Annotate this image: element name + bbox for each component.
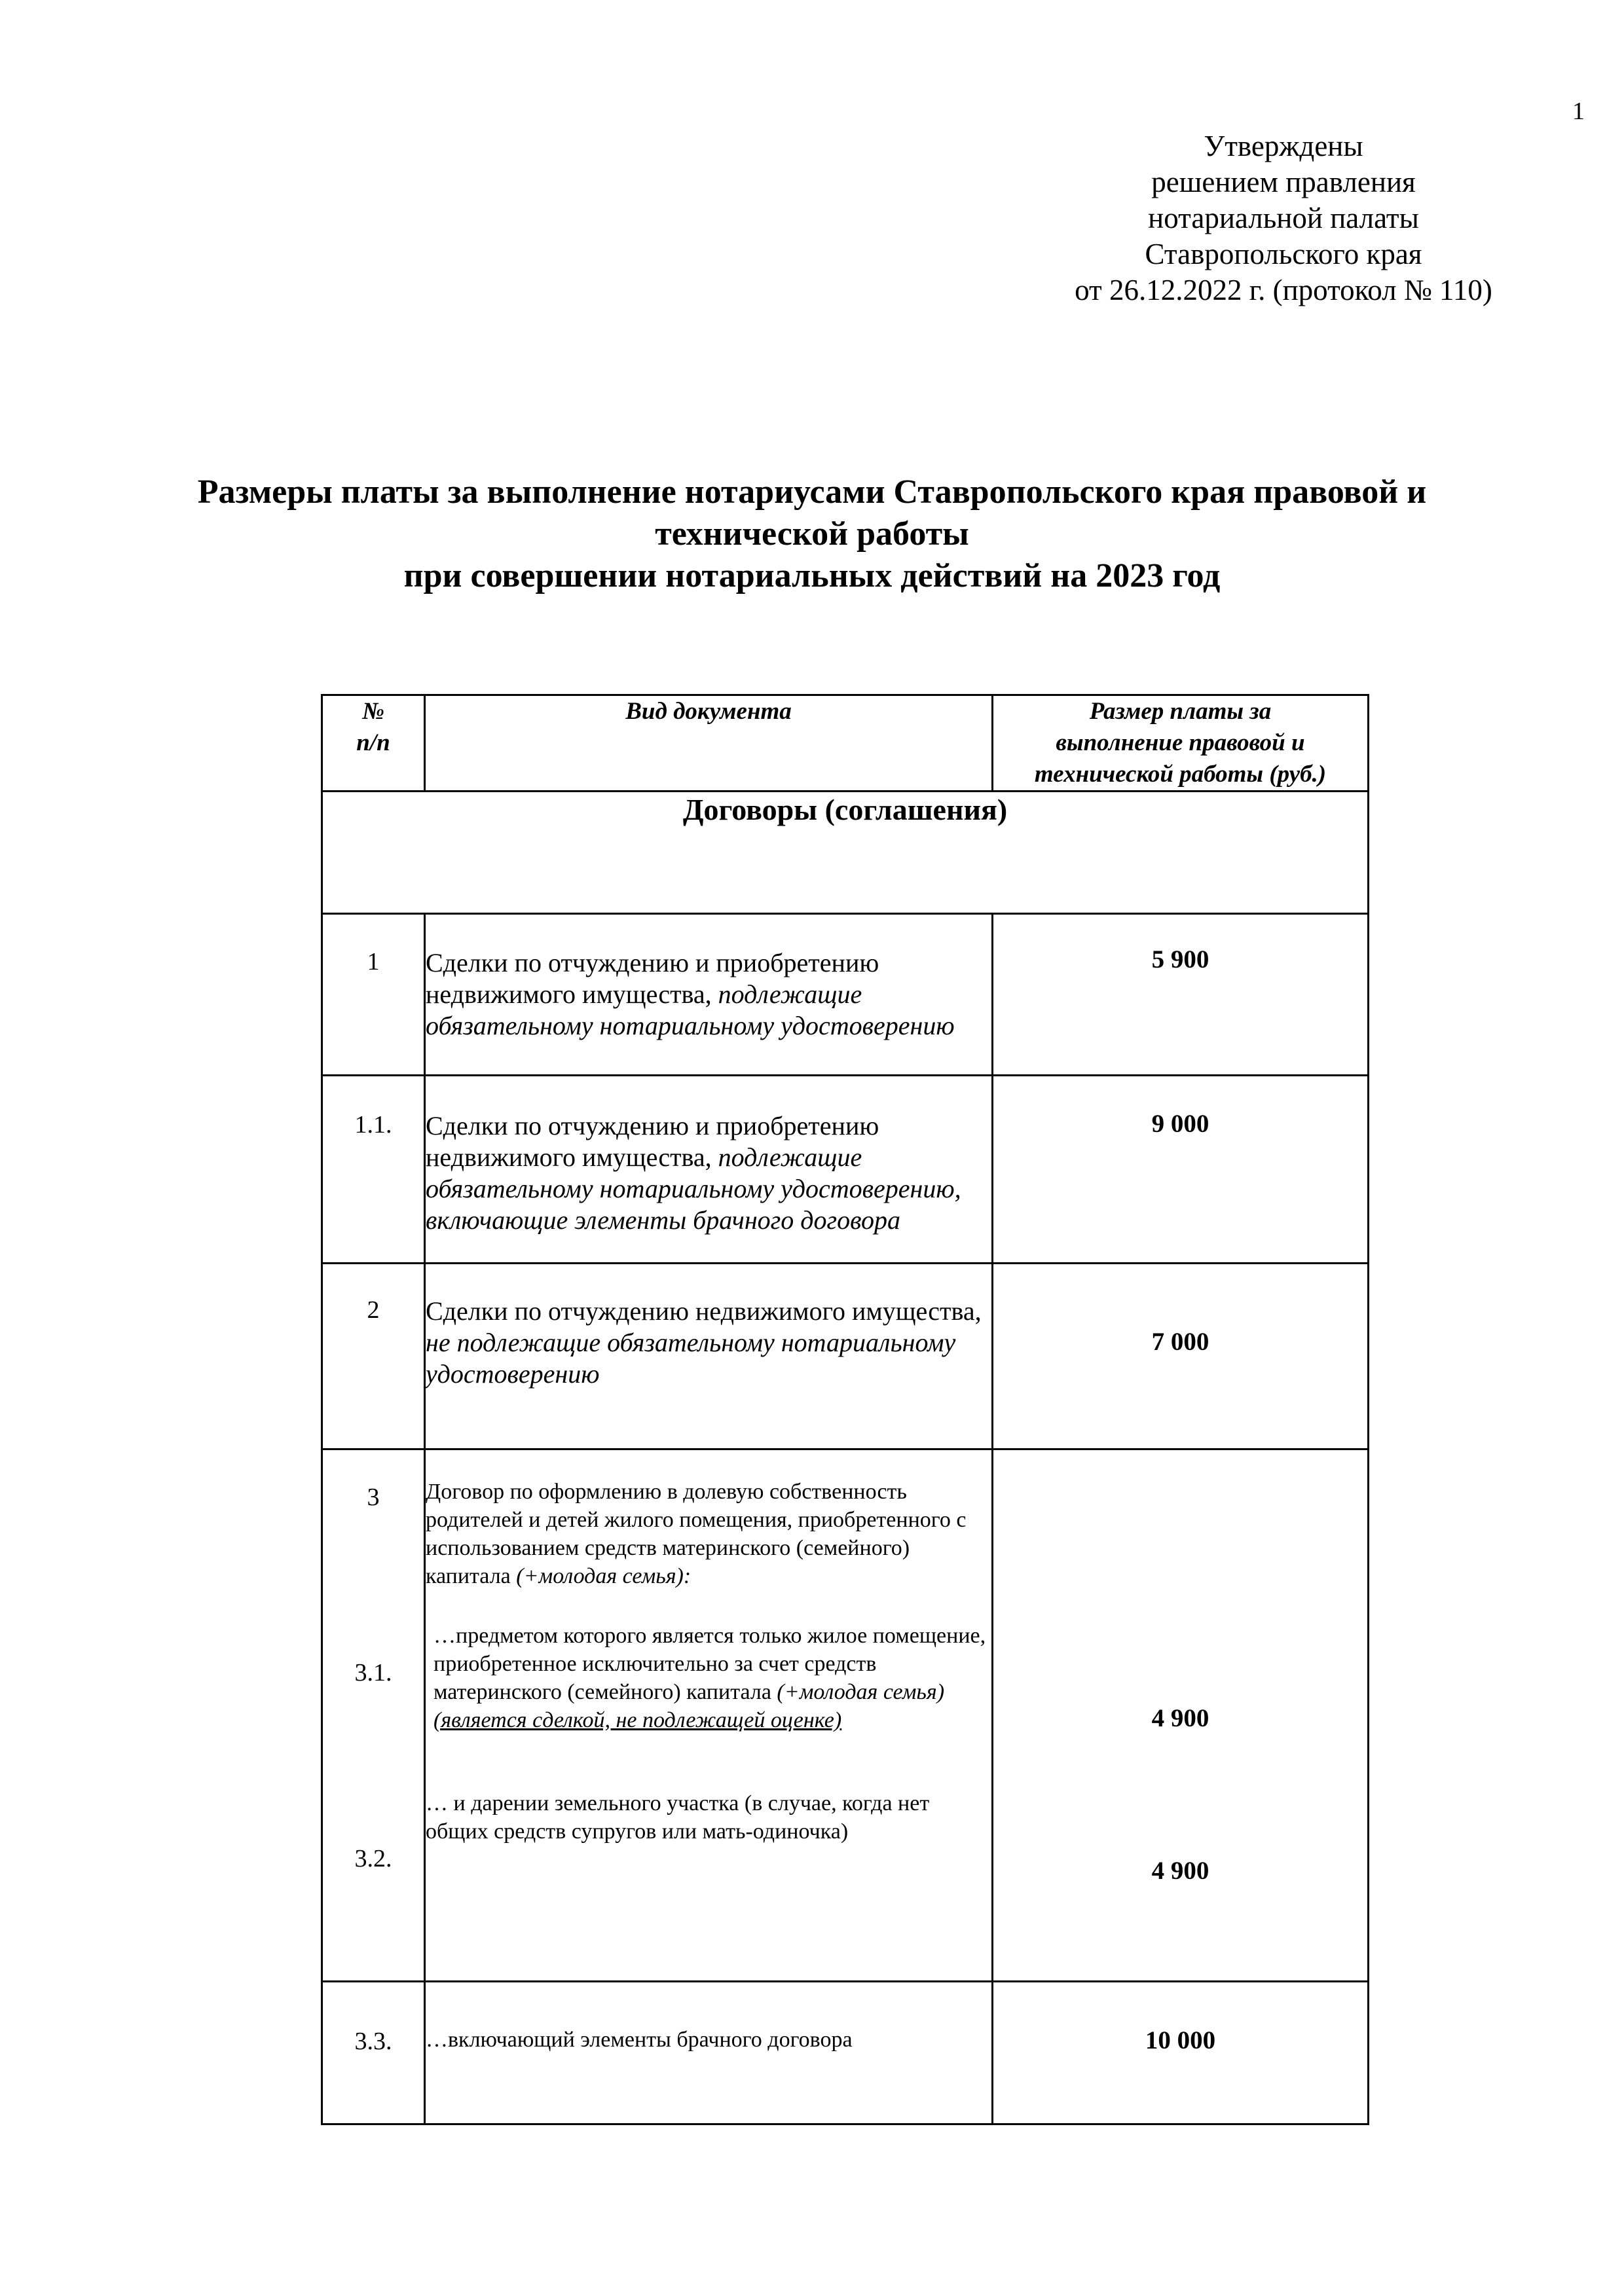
row-amount: 5 900	[993, 914, 1369, 1076]
approval-line: решением правления	[1151, 166, 1416, 198]
row-number: 1	[322, 914, 425, 1076]
row-amount: 4 900	[1151, 1704, 1209, 1732]
header-fee	[993, 695, 1369, 792]
description-text: Сделки по отчуждению недвижимого имущества,	[426, 1296, 982, 1326]
description-text: …предметом которого является только жилое помещение, приобретенное исключительно за счет средств материнского (семейного) капитала	[434, 1624, 986, 1704]
section-row	[322, 792, 1369, 914]
header-number	[322, 695, 425, 792]
approval-line: Утверждены	[1204, 130, 1363, 162]
table-row	[322, 1982, 1369, 2124]
row-number: 1.1.	[322, 1076, 425, 1264]
header-fee-line: Размер платы за	[1089, 698, 1272, 725]
table-row	[322, 1264, 1369, 1449]
description-text: Сделки по отчуждению и приобретению недвижимого имущества,	[426, 1111, 879, 1172]
page-number: 1	[1572, 98, 1585, 125]
description-italic: не подлежащие обязательному нотариальному удостоверению	[426, 1328, 956, 1389]
row-description: …включающий элементы брачного договора	[425, 1982, 993, 2124]
title-line: Размеры платы за выполнение нотариусами Ставропольского края правовой и	[197, 473, 1427, 511]
description-italic: подлежащие обязательному нотариальному удостоверению, включающие элементы брачного договора	[426, 1142, 961, 1235]
row-number: 3.3.	[322, 1982, 425, 2124]
row-description	[425, 1076, 993, 1264]
row-number: 2	[322, 1264, 425, 1449]
row-description	[426, 1478, 991, 1590]
approval-date-line: от 26.12.2022 г. (протокол № 110)	[1075, 274, 1492, 306]
header-number-line: п/п	[356, 729, 390, 756]
table-row	[322, 914, 1369, 1076]
header-number-line: №	[362, 698, 384, 725]
description-italic-underlined: (является сделкой, не подлежащей оценке)	[434, 1708, 842, 1732]
row-amount: 9 000	[993, 1076, 1369, 1264]
row-amount: 7 000	[993, 1264, 1369, 1449]
row-number: 3	[367, 1484, 380, 1511]
description-text: Договор по оформлению в долевую собственность родителей и детей жилого помещения, приобретенного с использованием средств материнского (семейного) капитала	[426, 1480, 967, 1588]
description-italic: (+молодая семья):	[516, 1564, 692, 1588]
description-italic: подлежащие обязательному нотариальному удостоверению	[426, 979, 955, 1040]
row-description	[425, 1264, 993, 1449]
row-description-column	[425, 1449, 993, 1982]
row-description	[426, 1622, 991, 1734]
table-header-row	[322, 695, 1369, 792]
section-title: Договоры (соглашения)	[322, 792, 1369, 914]
row-amount: 10 000	[993, 1982, 1369, 2124]
header-document-type: Вид документа	[425, 695, 993, 792]
description-italic: (+молодая семья)	[777, 1680, 945, 1704]
header-fee-line: выполнение правовой и	[1056, 729, 1305, 756]
table-row	[322, 1076, 1369, 1264]
approval-stamp-text	[1022, 128, 1545, 308]
document-title	[98, 471, 1526, 597]
row-number: 3.2.	[354, 1845, 392, 1872]
row-amount-column	[993, 1449, 1369, 1982]
table-row-composite	[322, 1449, 1369, 1982]
row-number-column	[322, 1449, 425, 1982]
row-number: 3.1.	[354, 1659, 392, 1686]
title-line: технической работы	[655, 515, 969, 553]
row-description	[425, 914, 993, 1076]
fees-table	[321, 694, 1369, 2125]
row-description: … и дарении земельного участка (в случае, когда нет общих средств супругов или мать-одиночка)	[426, 1791, 930, 1844]
title-line: при совершении нотариальных действий на 2023 год	[403, 557, 1221, 594]
header-fee-line: технической работы (руб.)	[1034, 761, 1327, 788]
approval-line: Ставропольского края	[1145, 238, 1422, 270]
approval-line: нотариальной палаты	[1148, 202, 1419, 234]
row-amount: 4 900	[1151, 1857, 1209, 1885]
description-text: Сделки по отчуждению и приобретению недвижимого имущества,	[426, 948, 879, 1009]
